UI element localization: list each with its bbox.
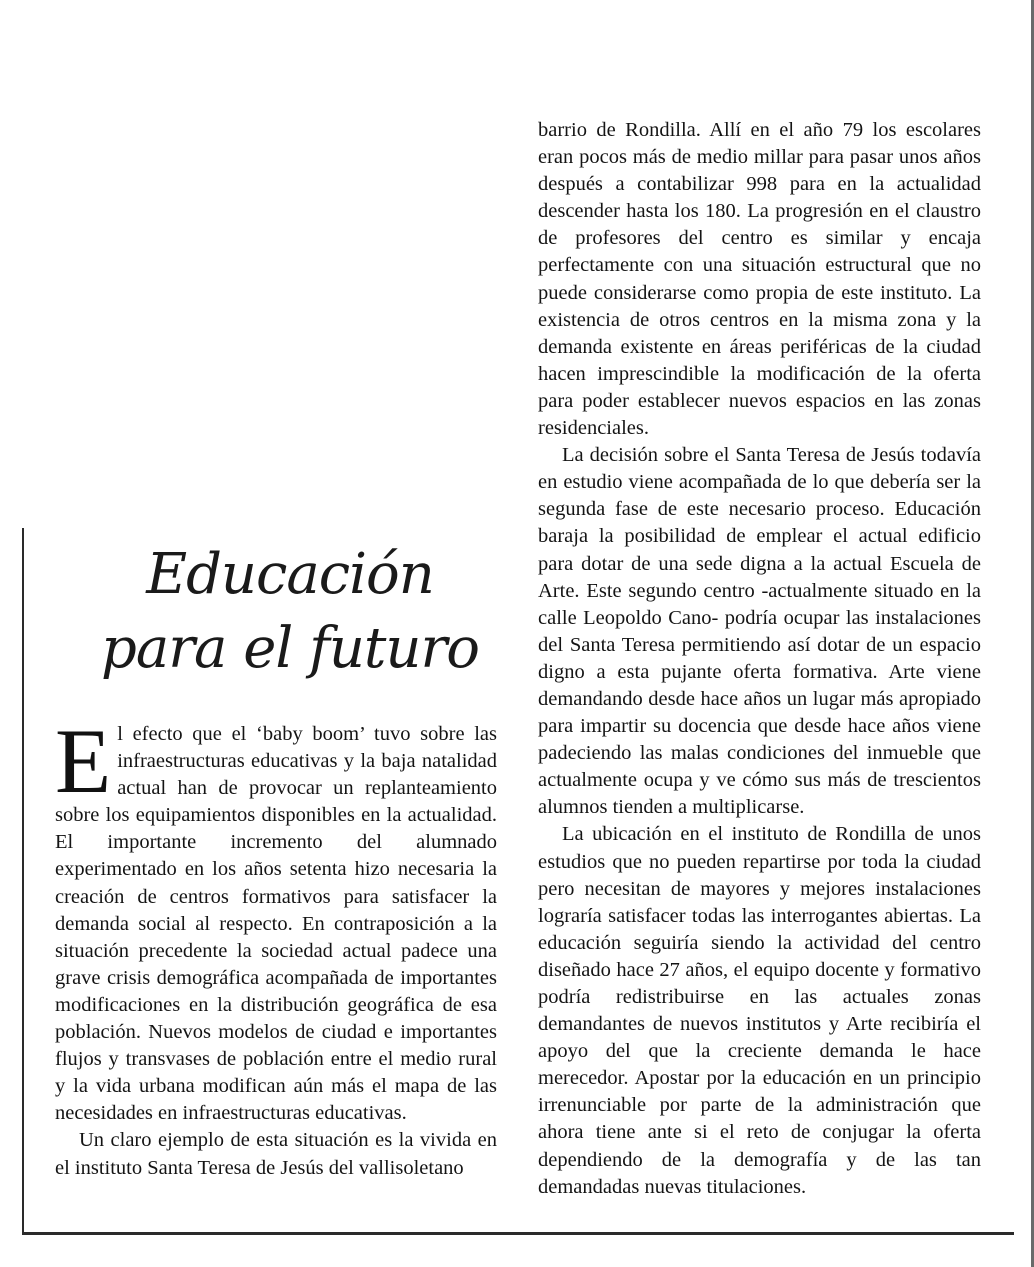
paragraph-2: Un claro ejemplo de esta situación es la vivida en el instituto Santa Teresa de Jesús del vallisoletano <box>55 1129 497 1179</box>
paragraph-1 <box>55 710 497 1127</box>
article-column-right <box>538 117 981 1201</box>
frame-rule-bottom <box>22 1232 1014 1235</box>
headline-line-2: para el futuro <box>101 616 479 681</box>
paragraph-4: La decisión sobre el Santa Teresa de Jesús todavía en estudio viene acompañada de lo que debería ser la segunda fase de este necesario proceso. Educación baraja la posibilidad de emplear el actual edificio para dotar de una sede digna a la actual Escuela de Arte. Este segundo centro -actualmente situado en la calle Leopoldo Cano- podría ocupar las instalaciones del Santa Teresa permitiendo así dotar de un espacio digno a esta pujante oferta formativa. Arte viene demandando desde hace años un lugar más apropiado para impartir su docencia que desde hace años viene padeciendo las malas condiciones del inmueble que actualmente ocupa y ve cómo sus más de trescientos alumnos tienden a multiplicarse. <box>538 444 981 819</box>
paragraph-3: barrio de Rondilla. Allí en el año 79 los escolares eran pocos más de medio millar para pasar unos años después a contabilizar 998 para en la actualidad descender hasta los 180. La progresión en el claustro de profesores del centro es similar y encaja perfectamente con una situación estructural que no puede considerarse como propia de este instituto. La existencia de otros centros en la misma zona y la demanda existente en áreas periféricas de la ciudad hacen imprescindible la modificación de la oferta para poder establecer nuevos espacios en las zonas residenciales. <box>538 119 981 440</box>
headline-line-1: Educación <box>146 542 434 607</box>
paragraph-5: La ubicación en el instituto de Rondilla de unos estudios que no pueden repartirse por toda la ciudad pero necesitan de mayores y mejores instalaciones lograría satisfacer todas las interrogantes abiertas. La educación seguiría siendo la actividad del centro diseñado hace 27 años, el equipo docente y formativo podría redistribuirse en las actuales zonas demandantes de nuevos institutos y Arte recibiría el apoyo del que la creciente demanda le hace merecedor. Apostar por la educación en un principio irrenunciable por parte de la administración que ahora tiene ante si el reto de conjugar la oferta dependiendo de la demografía y de las tan demandadas nuevas titulaciones. <box>538 823 981 1198</box>
drop-cap: E <box>55 710 112 812</box>
frame-rule-left <box>22 528 24 1234</box>
paragraph-1-text: l efecto que el ‘baby boom’ tuvo sobre las infraestructuras educativas y la baja natalidad actual han de provocar un replanteamiento sobre los equipamientos disponibles en la actualidad. El importante incremento del alumnado experimentado en los años setenta hizo necesaria la creación de centros formativos para satisfacer la demanda social al respecto. En contraposición a la situación precedente la sociedad actual padece una grave crisis demográfica acompañada de importantes modificaciones en la distribución geográfica de esa población. Nuevos modelos de ciudad e importantes flujos y transvases de población entre el medio rural y la vida urbana modifican aún más el mapa de las necesidades en infraestructuras educativas. <box>55 723 497 1125</box>
article-column-left <box>55 710 497 1182</box>
article-headline <box>60 538 520 686</box>
